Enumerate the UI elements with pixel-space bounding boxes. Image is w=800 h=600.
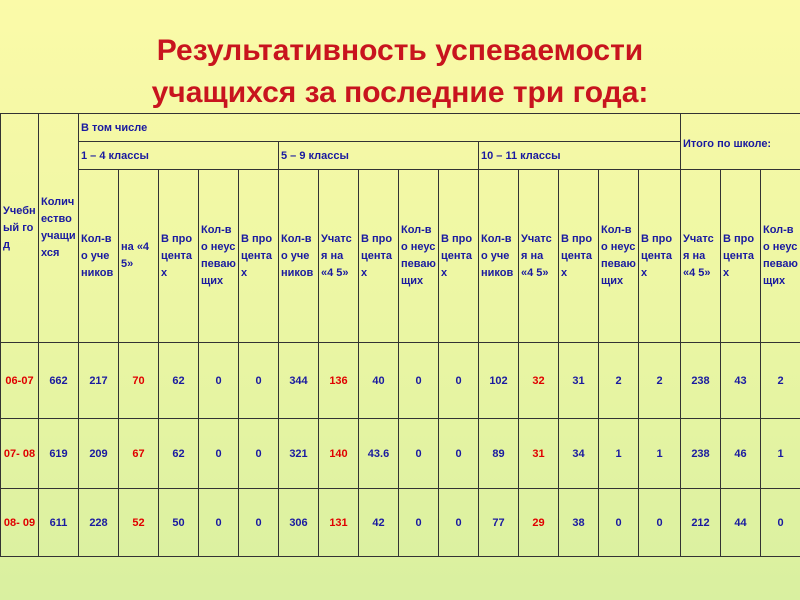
total-cell: 619 xyxy=(39,419,79,489)
header-including: В том числе xyxy=(79,114,681,142)
value-cell: 34 xyxy=(559,419,599,489)
value-cell: 62 xyxy=(159,343,199,419)
value-cell: 140 xyxy=(319,419,359,489)
column-header: Кол-во учеников xyxy=(79,170,119,343)
value-cell: 0 xyxy=(239,489,279,557)
value-cell: 131 xyxy=(319,489,359,557)
column-header: Кол-во неуспевающих xyxy=(399,170,439,343)
column-header: Учатся на «4 5» xyxy=(519,170,559,343)
column-header: Учатся на «4 5» xyxy=(681,170,721,343)
value-cell: 46 xyxy=(721,419,761,489)
value-cell: 321 xyxy=(279,419,319,489)
value-cell: 44 xyxy=(721,489,761,557)
column-header: В процентах xyxy=(639,170,681,343)
value-cell: 0 xyxy=(439,343,479,419)
value-cell: 40 xyxy=(359,343,399,419)
column-header: Кол-во учеников xyxy=(479,170,519,343)
title-line-1: Результативность успеваемости xyxy=(156,34,644,67)
value-cell: 0 xyxy=(199,419,239,489)
header-grades-1-4: 1 – 4 классы xyxy=(79,142,279,170)
value-cell: 31 xyxy=(559,343,599,419)
value-cell: 0 xyxy=(399,489,439,557)
value-cell: 0 xyxy=(599,489,639,557)
column-header: Кол-во неуспевающих xyxy=(199,170,239,343)
value-cell: 238 xyxy=(681,343,721,419)
value-cell: 50 xyxy=(159,489,199,557)
column-header: В процентах xyxy=(239,170,279,343)
table-row xyxy=(1,419,800,489)
value-cell: 43 xyxy=(721,343,761,419)
total-cell: 662 xyxy=(39,343,79,419)
column-header: на «4 5» xyxy=(119,170,159,343)
header-total: Итого по школе: xyxy=(681,114,800,170)
column-header: Кол-во учеников xyxy=(279,170,319,343)
value-cell: 0 xyxy=(239,419,279,489)
value-cell: 0 xyxy=(639,489,681,557)
value-cell: 29 xyxy=(519,489,559,557)
value-cell: 31 xyxy=(519,419,559,489)
value-cell: 1 xyxy=(599,419,639,489)
title-line-2: учащихся за последние три года: xyxy=(151,76,649,109)
value-cell: 344 xyxy=(279,343,319,419)
value-cell: 38 xyxy=(559,489,599,557)
value-cell: 0 xyxy=(199,343,239,419)
header-count: Количество учащихся xyxy=(39,114,79,343)
value-cell: 62 xyxy=(159,419,199,489)
column-header: Кол-во неуспевающих xyxy=(761,170,800,343)
value-cell: 306 xyxy=(279,489,319,557)
value-cell: 209 xyxy=(79,419,119,489)
table-row xyxy=(1,343,800,419)
year-cell: 08- 09 xyxy=(1,489,39,557)
value-cell: 2 xyxy=(639,343,681,419)
column-header: В процентах xyxy=(159,170,199,343)
year-cell: 06-07 xyxy=(1,343,39,419)
column-header: Учатся на «4 5» xyxy=(319,170,359,343)
value-cell: 0 xyxy=(399,419,439,489)
value-cell: 1 xyxy=(761,419,800,489)
column-header: В процентах xyxy=(439,170,479,343)
value-cell: 217 xyxy=(79,343,119,419)
column-header: Кол-во неуспевающих xyxy=(599,170,639,343)
header-grades-5-9: 5 – 9 классы xyxy=(279,142,479,170)
value-cell: 1 xyxy=(639,419,681,489)
value-cell: 0 xyxy=(761,489,800,557)
value-cell: 89 xyxy=(479,419,519,489)
value-cell: 136 xyxy=(319,343,359,419)
table-row xyxy=(1,489,800,557)
value-cell: 238 xyxy=(681,419,721,489)
value-cell: 42 xyxy=(359,489,399,557)
value-cell: 43.6 xyxy=(359,419,399,489)
value-cell: 0 xyxy=(399,343,439,419)
value-cell: 228 xyxy=(79,489,119,557)
value-cell: 212 xyxy=(681,489,721,557)
value-cell: 0 xyxy=(439,489,479,557)
value-cell: 0 xyxy=(439,419,479,489)
column-header: В процентах xyxy=(559,170,599,343)
value-cell: 32 xyxy=(519,343,559,419)
value-cell: 67 xyxy=(119,419,159,489)
year-cell: 07- 08 xyxy=(1,419,39,489)
value-cell: 2 xyxy=(599,343,639,419)
header-year: Учебный год xyxy=(1,114,39,343)
value-cell: 2 xyxy=(761,343,800,419)
value-cell: 77 xyxy=(479,489,519,557)
value-cell: 70 xyxy=(119,343,159,419)
value-cell: 0 xyxy=(199,489,239,557)
value-cell: 0 xyxy=(239,343,279,419)
results-table xyxy=(0,113,800,557)
value-cell: 102 xyxy=(479,343,519,419)
header-grades-10-11: 10 – 11 классы xyxy=(479,142,681,170)
column-header: В процентах xyxy=(721,170,761,343)
column-header: В процентах xyxy=(359,170,399,343)
value-cell: 52 xyxy=(119,489,159,557)
page-title xyxy=(0,30,800,114)
total-cell: 611 xyxy=(39,489,79,557)
